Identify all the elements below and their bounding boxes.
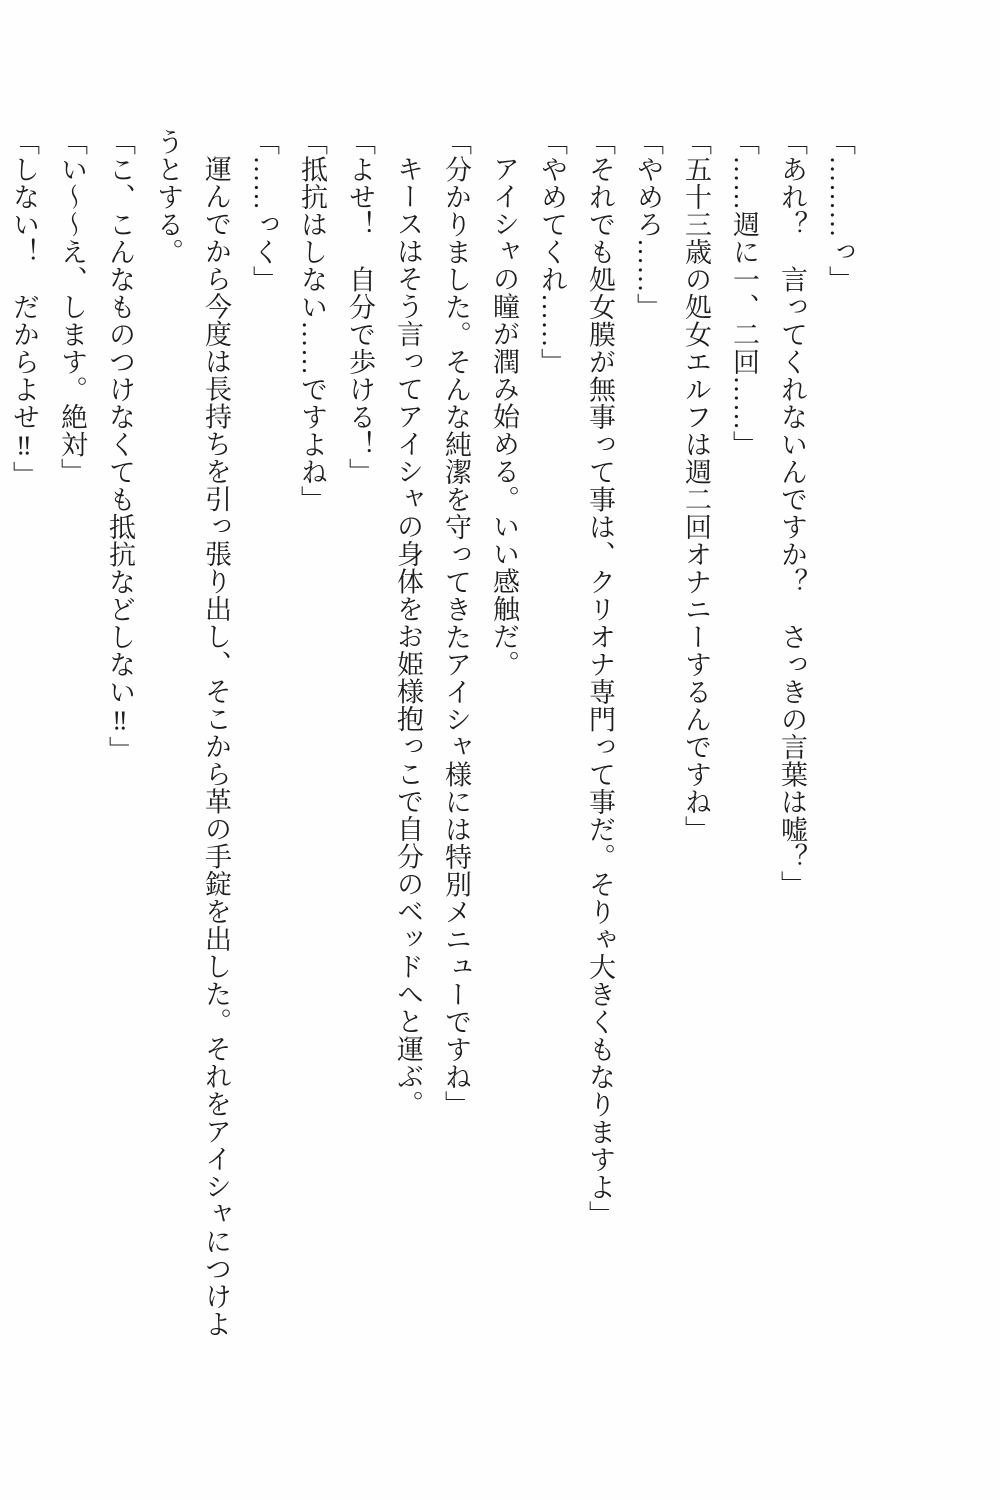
dialogue-line: 「よせ！ 自分で歩ける！」 (345, 128, 375, 486)
vertical-text-block (0, 128, 864, 1350)
dialogue-line: 「………っ」 (825, 128, 855, 293)
dialogue-line: 「やめてくれ……」 (537, 128, 567, 376)
dialogue-line: 「あれ？ 言ってくれないんですか？ さっきの言葉は嘘？」 (777, 128, 807, 898)
dialogue-line: 「それでも処女膜が無事って事は、クリオナ専門って事だ。そりゃ大きくもなりますよ」 (585, 128, 615, 1228)
dialogue-line: 「こ、こんなものつけなくても抵抗などしない‼」 (105, 128, 135, 764)
narration-line: 運んでから今度は長持ちを引っ張り出し、そこから革の手錠を出した。それをアイシャにつけようとする。 (153, 128, 231, 1338)
dialogue-line: 「やめろ……」 (633, 128, 663, 321)
dialogue-line: 「五十三歳の処女エルフは週二回オナニーするんですね」 (681, 128, 711, 843)
dialogue-line: 「しない！ だからよせ‼」 (9, 128, 39, 489)
narration-line: キースはそう言ってアイシャの身体をお姫様抱っこで自分のベッドへと運ぶ。 (393, 155, 423, 1118)
dialogue-line: 「……っく」 (249, 128, 279, 293)
dialogue-line: 「……週に一、二回……」 (729, 128, 759, 458)
dialogue-line: 「い～～え、します。絶対」 (57, 128, 87, 486)
narration-line: アイシャの瞳が潤み始める。いい感触だ。 (489, 155, 519, 678)
dialogue-line: 「抵抗はしない……ですよね」 (297, 128, 327, 513)
dialogue-line: 「分かりました。そんな純潔を守ってきたアイシャ様には特別メニューですね」 (441, 128, 471, 1118)
